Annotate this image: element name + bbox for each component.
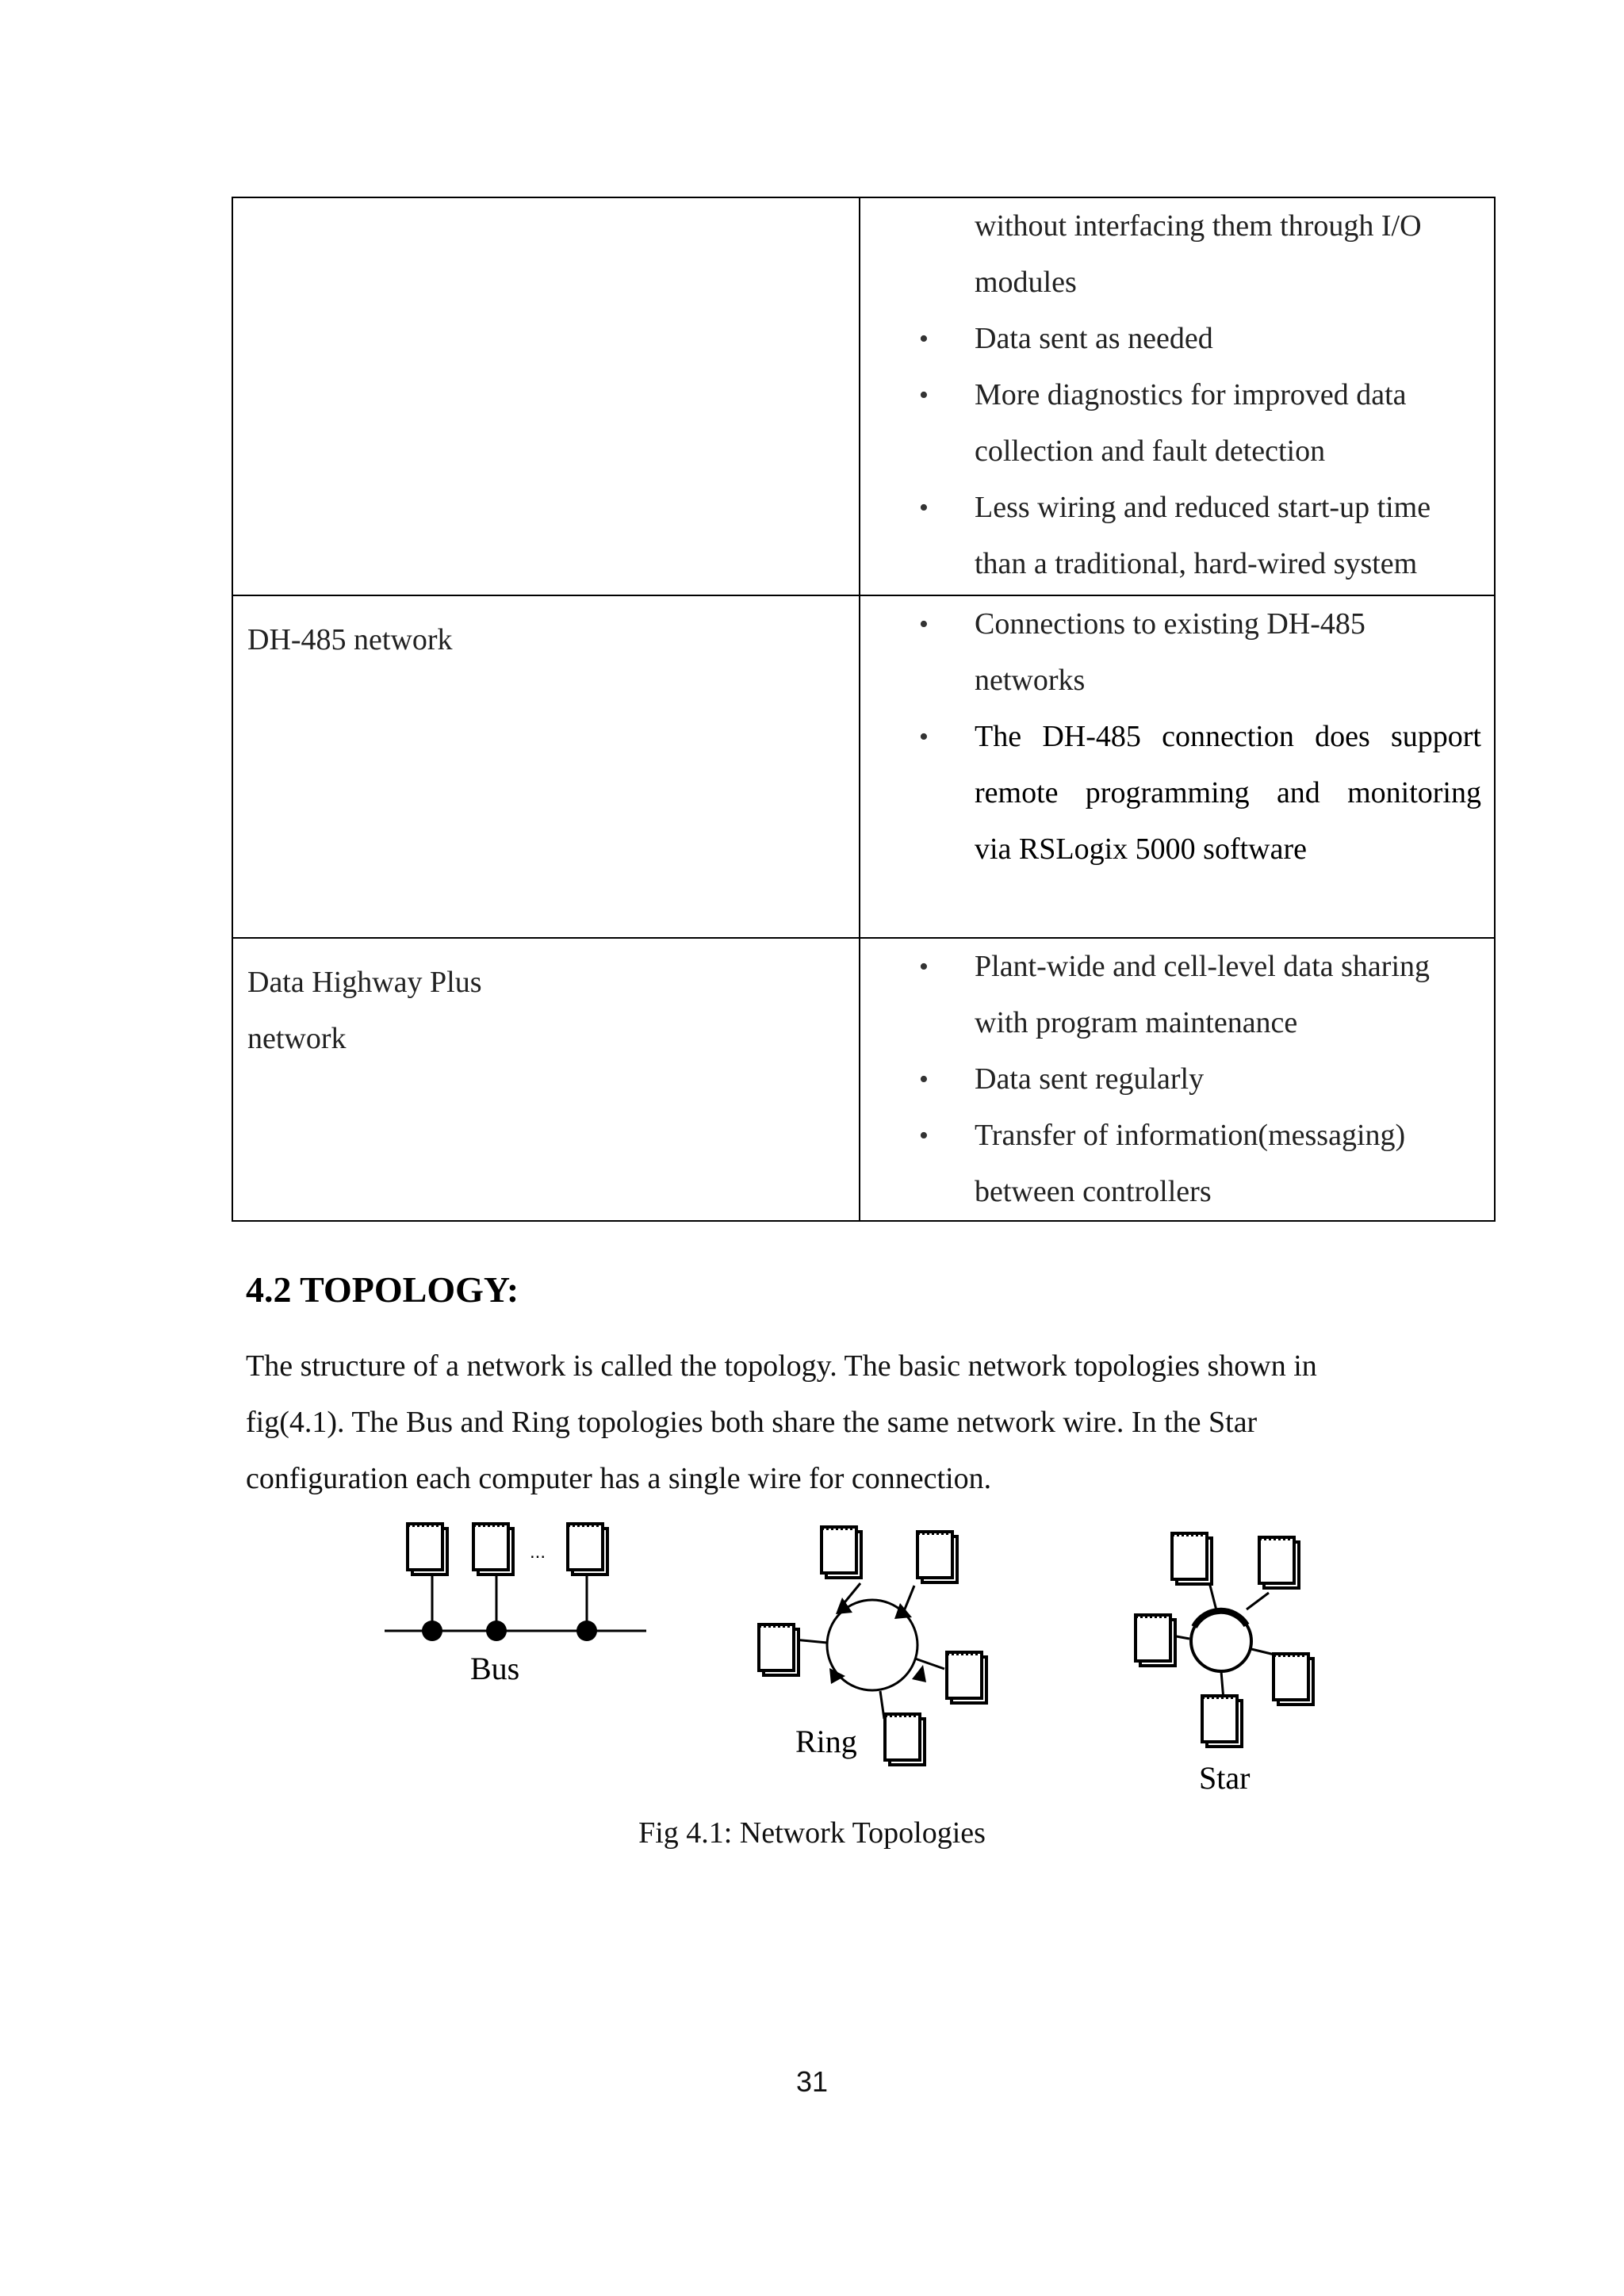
bullet-icon: • bbox=[919, 493, 929, 522]
list-item: • Less wiring and reduced start-up time than a traditional, hard-wired system bbox=[860, 480, 1481, 592]
continued-text: modules bbox=[975, 266, 1077, 299]
computer-icon bbox=[1136, 1615, 1175, 1666]
ellipsis-label: ... bbox=[530, 1541, 546, 1563]
network-name-cell: DH-485 network bbox=[232, 595, 860, 938]
computer-icon bbox=[568, 1524, 607, 1575]
continued-text: without interfacing them through I/O bbox=[975, 209, 1422, 243]
network-name-cell: Data Highway Plus network bbox=[232, 938, 860, 1221]
bullet-icon: • bbox=[919, 324, 929, 354]
list-item: • Data sent as needed bbox=[860, 311, 1481, 367]
computer-icon bbox=[1172, 1533, 1212, 1584]
bullet-icon: • bbox=[919, 722, 929, 752]
ring-label: Ring bbox=[795, 1724, 857, 1759]
computer-icon bbox=[885, 1714, 925, 1765]
computer-icon bbox=[408, 1524, 447, 1575]
list-item: • Connections to existing DH-485 networks bbox=[860, 596, 1481, 709]
bullet-icon: • bbox=[919, 1121, 929, 1150]
section-paragraph: The structure of a network is called the topology. The basic network topologies shown in fig(4.1). The Bus and Ring topologies both share the same network wire. In the Star configuration each computer has a single wire for connection. bbox=[246, 1349, 1317, 1495]
bus-topology-diagram bbox=[385, 1524, 646, 1686]
computer-icon bbox=[1259, 1537, 1299, 1588]
figure-caption: Fig 4.1: Network Topologies bbox=[638, 1816, 986, 1850]
computer-icon bbox=[1202, 1696, 1242, 1747]
list-item: • More diagnostics for improved data collection and fault detection bbox=[860, 367, 1481, 480]
computer-icon bbox=[759, 1624, 799, 1675]
list-item: • Plant-wide and cell-level data sharing with program maintenance bbox=[860, 939, 1481, 1051]
bullet-icon: • bbox=[919, 610, 929, 639]
star-label: Star bbox=[1199, 1760, 1251, 1796]
bullet-icon: • bbox=[919, 952, 929, 982]
bus-label: Bus bbox=[470, 1651, 520, 1686]
list-item: • Data sent regularly bbox=[860, 1051, 1481, 1108]
ring-topology-diagram bbox=[759, 1527, 986, 1765]
list-item: • Transfer of information(messaging) between controllers bbox=[860, 1108, 1481, 1220]
list-item: • The DH-485 connection does support remote programming and monitoring via RSLogix 5000 software bbox=[860, 709, 1481, 878]
computer-icon bbox=[1274, 1654, 1313, 1705]
star-topology-diagram bbox=[1136, 1533, 1313, 1796]
bullet-icon: • bbox=[919, 1065, 929, 1094]
computer-icon bbox=[917, 1532, 957, 1582]
computer-icon bbox=[473, 1524, 513, 1575]
computer-icon bbox=[947, 1652, 986, 1703]
computer-icon bbox=[822, 1527, 861, 1578]
section-heading: 4.2 TOPOLOGY: bbox=[246, 1269, 519, 1310]
page-number: 31 bbox=[795, 2065, 829, 2098]
bullet-icon: • bbox=[919, 381, 929, 410]
